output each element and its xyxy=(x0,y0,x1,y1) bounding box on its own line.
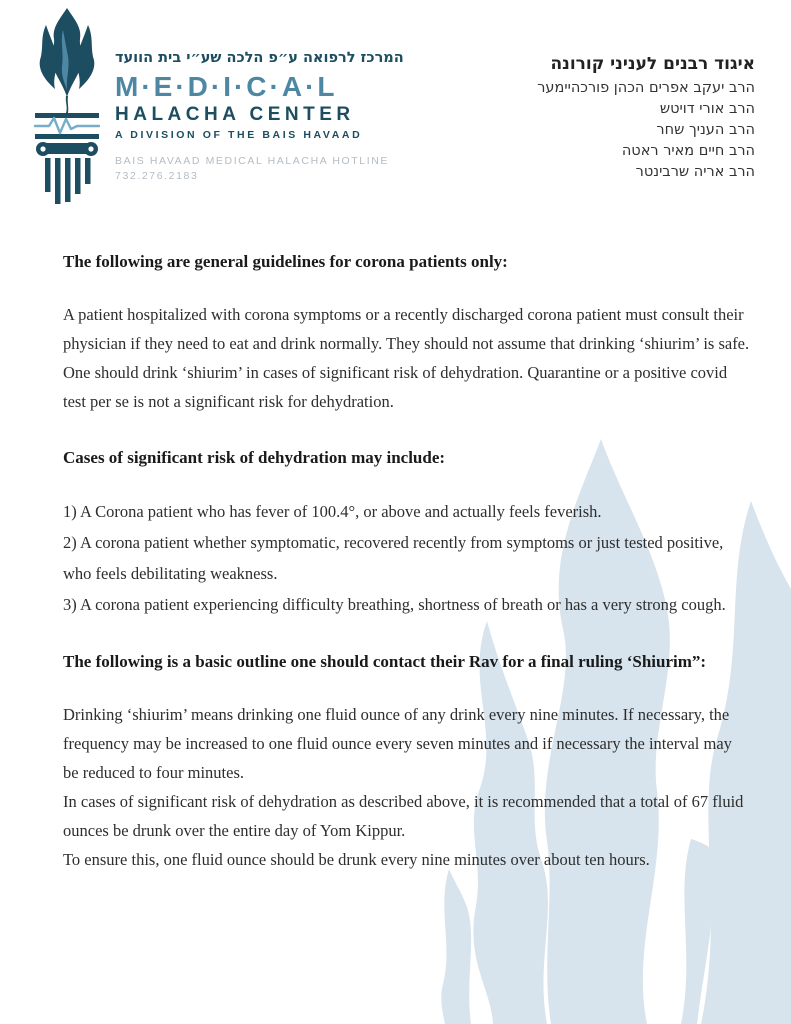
section-shiurim-outline xyxy=(63,651,751,874)
paragraph: To ensure this, one fluid ounce should be drunk every nine minutes over about ten hours. xyxy=(63,850,650,869)
section-heading: Cases of significant risk of dehydration may include: xyxy=(63,448,446,467)
section-general-guidelines xyxy=(63,251,751,416)
medical-halacha-logo xyxy=(33,8,404,204)
hotline-label: BAIS HAVAAD MEDICAL HALACHA HOTLINE xyxy=(115,155,390,168)
section-heading: The following is a basic outline one should contact their Rav for a final ruling ‘Shiurim”: xyxy=(63,652,707,671)
paragraph: In cases of significant risk of dehydration as described above, it is recommended that a total of 67 fluid ounces be drunk over the entire day of Yom Kippur. xyxy=(63,792,744,840)
letterhead xyxy=(0,0,791,215)
section-heading: The following are general guidelines for corona patients only: xyxy=(63,252,508,271)
section-dehydration-risk-cases xyxy=(63,447,751,620)
rabbi-name: הרב אריה שרבינטר xyxy=(635,164,755,180)
logo-halacha-center-wordmark: HALACHA CENTER xyxy=(115,104,355,126)
paragraph: One should drink ‘shiurim’ in cases of significant risk of dehydration. Quarantine or a positive covid test per se is not a significant risk for dehydration. xyxy=(63,363,728,411)
flame-column-logo-icon xyxy=(33,8,101,204)
document-body xyxy=(0,215,791,874)
rabbi-name: הרב העניך שחר xyxy=(656,122,755,138)
rabbi-name: הרב יעקב אפרים הכהן פורכהיימער xyxy=(537,80,755,96)
logo-division-tagline: A DIVISION OF THE BAIS HAVAAD xyxy=(115,129,363,142)
numbered-item: 3) A corona patient experiencing difficulty breathing, shortness of breath or has a very strong cough. xyxy=(63,595,726,614)
rabbinical-board-list xyxy=(537,54,755,183)
logo-hebrew-tagline: המרכז לרפואה ע״פ הלכה שע״י בית הוועד xyxy=(115,50,404,66)
paragraph: Drinking ‘shiurim’ means drinking one fluid ounce of any drink every nine minutes. If necessary, the frequency may be increased to one fluid ounce every seven minutes and if necessary the interval may be reduced to four minutes. xyxy=(63,705,732,782)
rabbinical-board-title: איגוד רבנים לעניני קורונה xyxy=(550,54,755,74)
rabbi-name: הרב אורי דויטש xyxy=(659,101,755,117)
numbered-item: 1) A Corona patient who has fever of 100.4°, or above and actually feels feverish. xyxy=(63,502,602,521)
logo-medical-wordmark: M·E·D·I·C·A·L xyxy=(115,71,338,102)
numbered-item: 2) A corona patient whether symptomatic, recovered recently from symptoms or just tested positive, who feels debilitating weakness. xyxy=(63,533,724,583)
rabbi-name: הרב חיים מאיר ראטה xyxy=(621,143,755,159)
logo-wordmark xyxy=(115,8,404,204)
hotline-phone-number: 732.276.2183 xyxy=(115,170,199,183)
paragraph: A patient hospitalized with corona symptoms or a recently discharged corona patient must consult their physician if they need to eat and drink normally. They should not assume that drinking ‘shiurim’ is safe. xyxy=(63,305,750,353)
